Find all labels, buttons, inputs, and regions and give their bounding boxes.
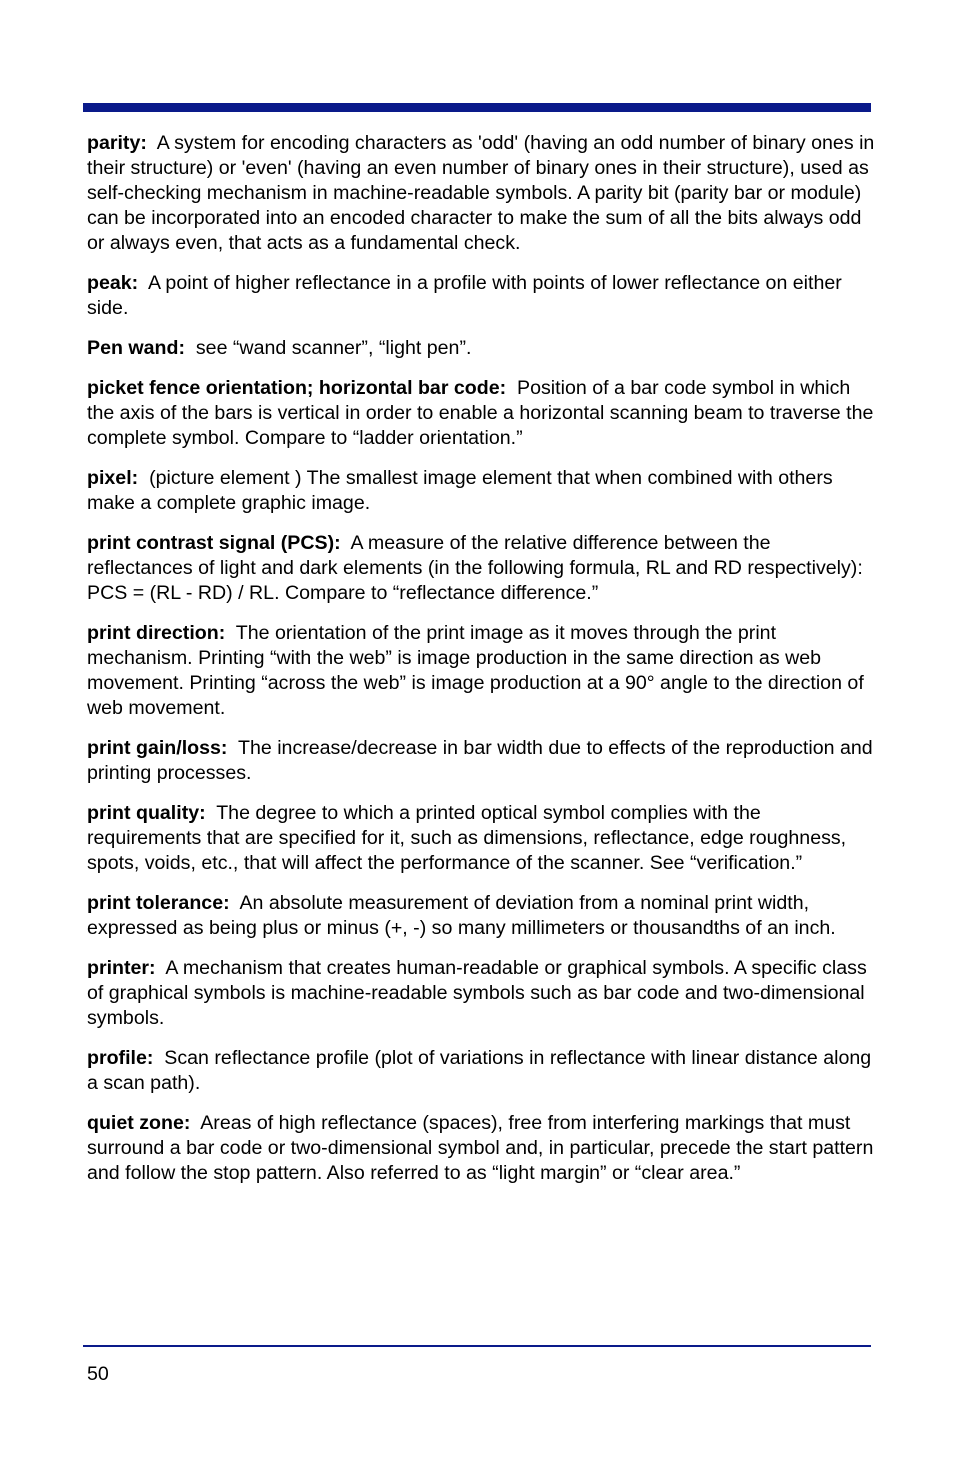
glossary-entry-quiet-zone: [87, 1111, 877, 1186]
glossary-definition: A mechanism that creates human-readable or graphical symbols. A specific class of graphical symbols is machine-readable symbols such as bar code and two-dimensional symbols.: [87, 957, 867, 1029]
glossary-definition: The degree to which a printed optical symbol complies with the requirements that are specified for it, such as dimensions, reflectance, edge roughness, spots, voids, etc., that will affect the performance of the scanner. See “verification.”: [87, 802, 847, 874]
footer-rule: [83, 1345, 871, 1347]
glossary-term: parity:: [87, 132, 147, 154]
glossary-entry-printer: [87, 956, 877, 1031]
glossary-term: profile:: [87, 1047, 154, 1069]
glossary-entry-profile: [87, 1046, 877, 1096]
glossary-entry-print-gain-loss: [87, 736, 877, 786]
glossary-definition: The orientation of the print image as it moves through the print mechanism. Printing “with the web” is image production in the same direction as web movement. Printing “across the web” is image production at a 90° angle to the direction of web movement.: [87, 622, 864, 719]
glossary-term: Pen wand:: [87, 337, 185, 359]
glossary-term: peak:: [87, 272, 139, 294]
glossary-term: quiet zone:: [87, 1112, 191, 1134]
glossary-term: print gain/loss:: [87, 737, 228, 759]
glossary-definition: A measure of the relative difference between the reflectances of light and dark elements (in the following formula, RL and RD respectively): PCS = (RL - RD) / RL. Compare to “reflectance difference.”: [87, 532, 863, 604]
glossary-entry-picket-fence: [87, 376, 877, 451]
glossary-list: [87, 131, 877, 1201]
glossary-entry-peak: [87, 271, 877, 321]
glossary-entry-print-tolerance: [87, 891, 877, 941]
glossary-entry-print-direction: [87, 621, 877, 721]
glossary-term: print quality:: [87, 802, 206, 824]
page-number: 50: [87, 1363, 109, 1385]
glossary-definition: Position of a bar code symbol in which the axis of the bars is vertical in order to enable a horizontal scanning beam to traverse the complete symbol. Compare to “ladder orientation.”: [87, 377, 874, 449]
glossary-entry-pcs: [87, 531, 877, 606]
glossary-definition: A point of higher reflectance in a profile with points of lower reflectance on either side.: [87, 272, 842, 319]
glossary-definition: An absolute measurement of deviation from a nominal print width, expressed as being plus or minus (+, -) so many millimeters or thousandths of an inch.: [87, 892, 836, 939]
glossary-entry-parity: [87, 131, 877, 256]
glossary-term: print direction:: [87, 622, 226, 644]
glossary-term: print contrast signal (PCS):: [87, 532, 341, 554]
glossary-definition: The increase/decrease in bar width due to effects of the reproduction and printing processes.: [87, 737, 873, 784]
glossary-definition: (picture element ) The smallest image element that when combined with others make a complete graphic image.: [87, 467, 833, 514]
glossary-entry-pixel: [87, 466, 877, 516]
glossary-definition: Scan reflectance profile (plot of variations in reflectance with linear distance along a scan path).: [87, 1047, 872, 1094]
glossary-definition: Areas of high reflectance (spaces), free from interfering markings that must surround a bar code or two-dimensional symbol and, in particular, precede the start pattern and follow the stop pattern. Also referred to as “light margin” or “clear area.”: [87, 1112, 874, 1184]
header-rule: [83, 103, 871, 112]
glossary-term: printer:: [87, 957, 156, 979]
glossary-entry-print-quality: [87, 801, 877, 876]
glossary-term: picket fence orientation; horizontal bar code:: [87, 377, 507, 399]
glossary-entry-pen-wand: [87, 336, 877, 361]
glossary-definition: A system for encoding characters as 'odd' (having an odd number of binary ones in their structure) or 'even' (having an even number of binary ones in their structure), used as self-checking mechanism in machine-readable symbols. A parity bit (parity bar or module) can be incorporated into an encoded character to make the sum of all the bits always odd or always even, that acts as a fundamental check.: [87, 132, 875, 254]
glossary-term: pixel:: [87, 467, 139, 489]
glossary-definition: see “wand scanner”, “light pen”.: [195, 337, 472, 359]
glossary-term: print tolerance:: [87, 892, 230, 914]
